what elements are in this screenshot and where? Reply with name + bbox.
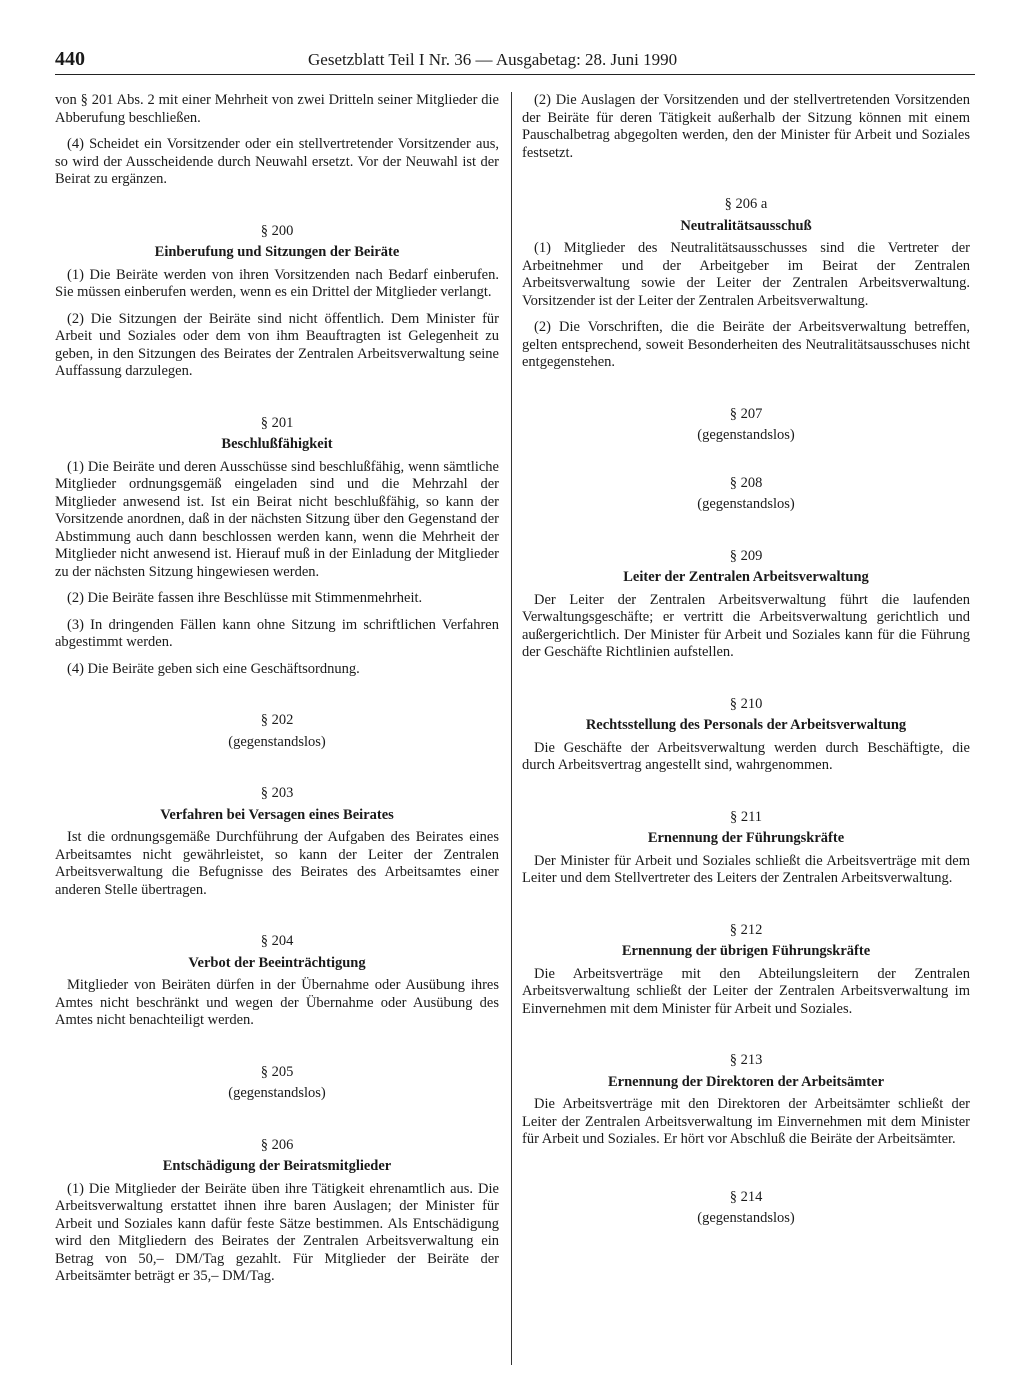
section-204 bbox=[55, 933, 499, 1030]
paragraph: (4) Die Beiräte geben sich eine Geschäftsordnung. bbox=[67, 660, 360, 677]
header-rule bbox=[55, 74, 975, 75]
section-211 bbox=[522, 809, 970, 888]
section-title: Verbot der Beeinträchtigung bbox=[188, 954, 366, 971]
paragraph: Mitglieder von Beiräten dürfen in der Übernahme oder Ausübung ihres Amtes nicht beschränkt und wegen der Übernahme oder Ausübung des Amtes nicht benachteiligt werden. bbox=[55, 977, 499, 1028]
section-209 bbox=[522, 548, 970, 662]
section-status: (gegenstandslos) bbox=[697, 1210, 795, 1226]
section-number: § 202 bbox=[260, 712, 294, 728]
section-number: § 206 bbox=[260, 1136, 294, 1153]
paragraph: (1) Die Beiräte und deren Ausschüsse sind beschlußfähig, wenn sämtliche Mitglieder ordnungsgemäß eingeladen sind und die Mehrzahl der Mitglieder anwesend ist. Ist ein Beirat nicht beschlußfähig, so kann der Vorsitzende anordnen, daß in der nächsten Sitzung über den Gegenstand der Abstimmung auch dann beschlossen werden kann, wenn die Mehrheit der Mitglieder nicht anwesend ist. Hierauf muß in der Einladung der Mitglieder zu der nächsten Sitzung hingewiesen werden. bbox=[55, 458, 499, 580]
paragraph: (3) In dringenden Fällen kann ohne Sitzung im schriftlichen Verfahren abgestimmt werden. bbox=[55, 616, 499, 650]
column-divider bbox=[511, 92, 512, 1365]
section-214 bbox=[522, 1189, 970, 1228]
section-title: Leiter der Zentralen Arbeitsverwaltung bbox=[623, 569, 869, 585]
paragraph: (1) Mitglieder des Neutralitätsausschusses sind die Vertreter der Arbeitnehmer und der Arbeitgeber im Beirat der Zentralen Arbeitsverwaltung sowie der Leiter der Zentralen Arbeitsverwaltung. Vorsitzender ist der Leiter der Zentralen Arbeitsverwaltung. bbox=[522, 240, 970, 309]
header-title: Gesetzblatt Teil I Nr. 36 — Ausgabetag: 28. Juni 1990 bbox=[308, 50, 678, 69]
paragraph: Der Leiter der Zentralen Arbeitsverwaltung führt die laufenden Verwaltungsgeschäfte; er vertritt die Arbeitsverwaltung gerichtlich und außergerichtlich. Der Minister für Arbeit und Soziales kann für die Führung der Geschäfte Richtlinien aufstellen. bbox=[522, 591, 970, 660]
section-205 bbox=[55, 1064, 499, 1103]
section-number: § 213 bbox=[729, 1052, 763, 1068]
section-number: § 214 bbox=[729, 1188, 763, 1205]
section-title: Ernennung der Direktoren der Arbeitsämter bbox=[607, 1073, 885, 1090]
paragraph: (4) Scheidet ein Vorsitzender oder ein stellvertretender Vorsitzender aus, so wird der Ausscheidende durch Neuwahl ersetzt. Vor der Neuwahl ist der Beirat zu ergänzen. bbox=[55, 136, 499, 187]
section-number: § 200 bbox=[260, 222, 294, 239]
section-status: (gegenstandslos) bbox=[697, 496, 795, 512]
section-title: Verfahren bei Versagen eines Beirates bbox=[160, 806, 394, 823]
section-206 bbox=[55, 1137, 499, 1286]
section-number: § 211 bbox=[729, 808, 763, 825]
section-number: § 203 bbox=[260, 785, 294, 801]
section-208 bbox=[522, 475, 970, 514]
section-title: Ernennung der übrigen Führungskräfte bbox=[621, 943, 871, 959]
continuation-paragraph: (2) Die Auslagen der Vorsitzenden und der stellvertretenden Vorsitzenden der Beiräte für deren Tätigkeit außerhalb der Sitzung können mit einem Pauschalbetrag abgegolten werden, den der Minister für Arbeit und Soziales festsetzt. bbox=[522, 92, 970, 161]
section-title: Einberufung und Sitzungen der Beiräte bbox=[154, 244, 400, 260]
paragraph: Der Minister für Arbeit und Soziales schließt die Arbeitsverträge mit dem Leiter und dem Stellvertreter des Leiters der Zentralen Arbeitsverwaltung. bbox=[522, 852, 970, 886]
paragraph: Die Arbeitsverträge mit den Abteilungsleitern der Zentralen Arbeitsverwaltung schließt der Leiter der Zentralen Arbeitsverwaltung im Einvernehmen mit dem Minister für Arbeit und Soziales. bbox=[522, 965, 970, 1017]
section-number: § 209 bbox=[729, 547, 763, 564]
section-207 bbox=[522, 406, 970, 445]
section-number: § 207 bbox=[729, 405, 763, 422]
section-number: § 208 bbox=[729, 474, 763, 491]
paragraph: (2) Die Sitzungen der Beiräte sind nicht öffentlich. Dem Minister für Arbeit und Soziales oder dem von ihm Beauftragten ist Gelegenheit zu geben, in den Sitzungen des Beirates der Zentralen Arbeitsverwaltung seine Auffassung darzulegen. bbox=[55, 310, 499, 379]
left-column bbox=[55, 92, 499, 1286]
paragraph: Ist die ordnungsgemäße Durchführung der Aufgaben des Beirates eines Arbeitsamtes nicht gewährleistet, so kann der Leiter der Zentralen Arbeitsverwaltung die Befugnisse des Beirates des Arbeitsamtes einer anderen Stelle übertragen. bbox=[55, 829, 499, 898]
section-status: (gegenstandslos) bbox=[228, 733, 326, 750]
section-title: Neutralitätsausschuß bbox=[680, 217, 812, 234]
section-number: § 201 bbox=[260, 414, 294, 431]
section-212 bbox=[522, 922, 970, 1019]
page-header bbox=[55, 48, 975, 74]
paragraph: (2) Die Vorschriften, die die Beiräte der Arbeitsverwaltung betreffen, gelten entsprechend, soweit Besonderheiten des Neutralitätsausschuses nicht entgegenstehen. bbox=[522, 319, 970, 370]
page-number: 440 bbox=[55, 48, 85, 70]
section-title: Ernennung der Führungskräfte bbox=[647, 830, 845, 846]
section-status: (gegenstandslos) bbox=[697, 427, 795, 443]
section-210 bbox=[522, 696, 970, 775]
right-column bbox=[522, 92, 970, 1228]
section-title: Entschädigung der Beiratsmitglieder bbox=[162, 1158, 392, 1174]
section-201 bbox=[55, 415, 499, 679]
section-number: § 210 bbox=[729, 695, 763, 712]
section-213 bbox=[522, 1052, 970, 1149]
paragraph: Die Geschäfte der Arbeitsverwaltung werden durch Beschäftigte, die durch Arbeitsvertrag angestellt sind, wahrgenommen. bbox=[522, 739, 970, 773]
section-title: Rechtsstellung des Personals der Arbeitsverwaltung bbox=[585, 717, 907, 733]
section-number: § 206 a bbox=[724, 196, 768, 212]
continuation-paragraph: von § 201 Abs. 2 mit einer Mehrheit von zwei Dritteln seiner Mitglieder die Abberufung beschließen. bbox=[55, 92, 499, 126]
paragraph: Die Arbeitsverträge mit den Direktoren der Arbeitsämter schließt der Leiter der Zentralen Arbeitsverwaltung im Einvernehmen mit dem Minister für Arbeit und Soziales. Er hört vor Abschluß die Beiräte der Arbeitsämter. bbox=[522, 1096, 970, 1147]
section-number: § 205 bbox=[260, 1063, 294, 1080]
section-number: § 204 bbox=[260, 933, 294, 949]
section-200 bbox=[55, 223, 499, 381]
section-status: (gegenstandslos) bbox=[228, 1085, 326, 1101]
section-203 bbox=[55, 785, 499, 899]
section-title: Beschlußfähigkeit bbox=[221, 436, 333, 452]
paragraph: (1) Die Beiräte werden von ihren Vorsitzenden nach Bedarf einberufen. Sie müssen einberufen werden, wenn es ein Drittel der Mitglieder verlangt. bbox=[55, 266, 499, 300]
paragraph: (2) Die Beiräte fassen ihre Beschlüsse mit Stimmenmehrheit. bbox=[67, 590, 423, 606]
paragraph: (1) Die Mitglieder der Beiräte üben ihre Tätigkeit ehrenamtlich aus. Die Arbeitsverwaltung erstattet ihnen ihre baren Auslagen; der Minister für Arbeit und Soziales kann dafür feste Sätze bestimmen. Als Entschädigung wird den Mitgliedern des Beirates der Zentralen Arbeitsverwaltung ein Betrag von 50,– DM/Tag gezahlt. Für Mitglieder der Beiräte der Arbeitsämter beträgt er 35,– DM/Tag. bbox=[55, 1180, 499, 1284]
section-number: § 212 bbox=[729, 921, 763, 938]
section-206a bbox=[522, 196, 970, 372]
section-202 bbox=[55, 712, 499, 751]
